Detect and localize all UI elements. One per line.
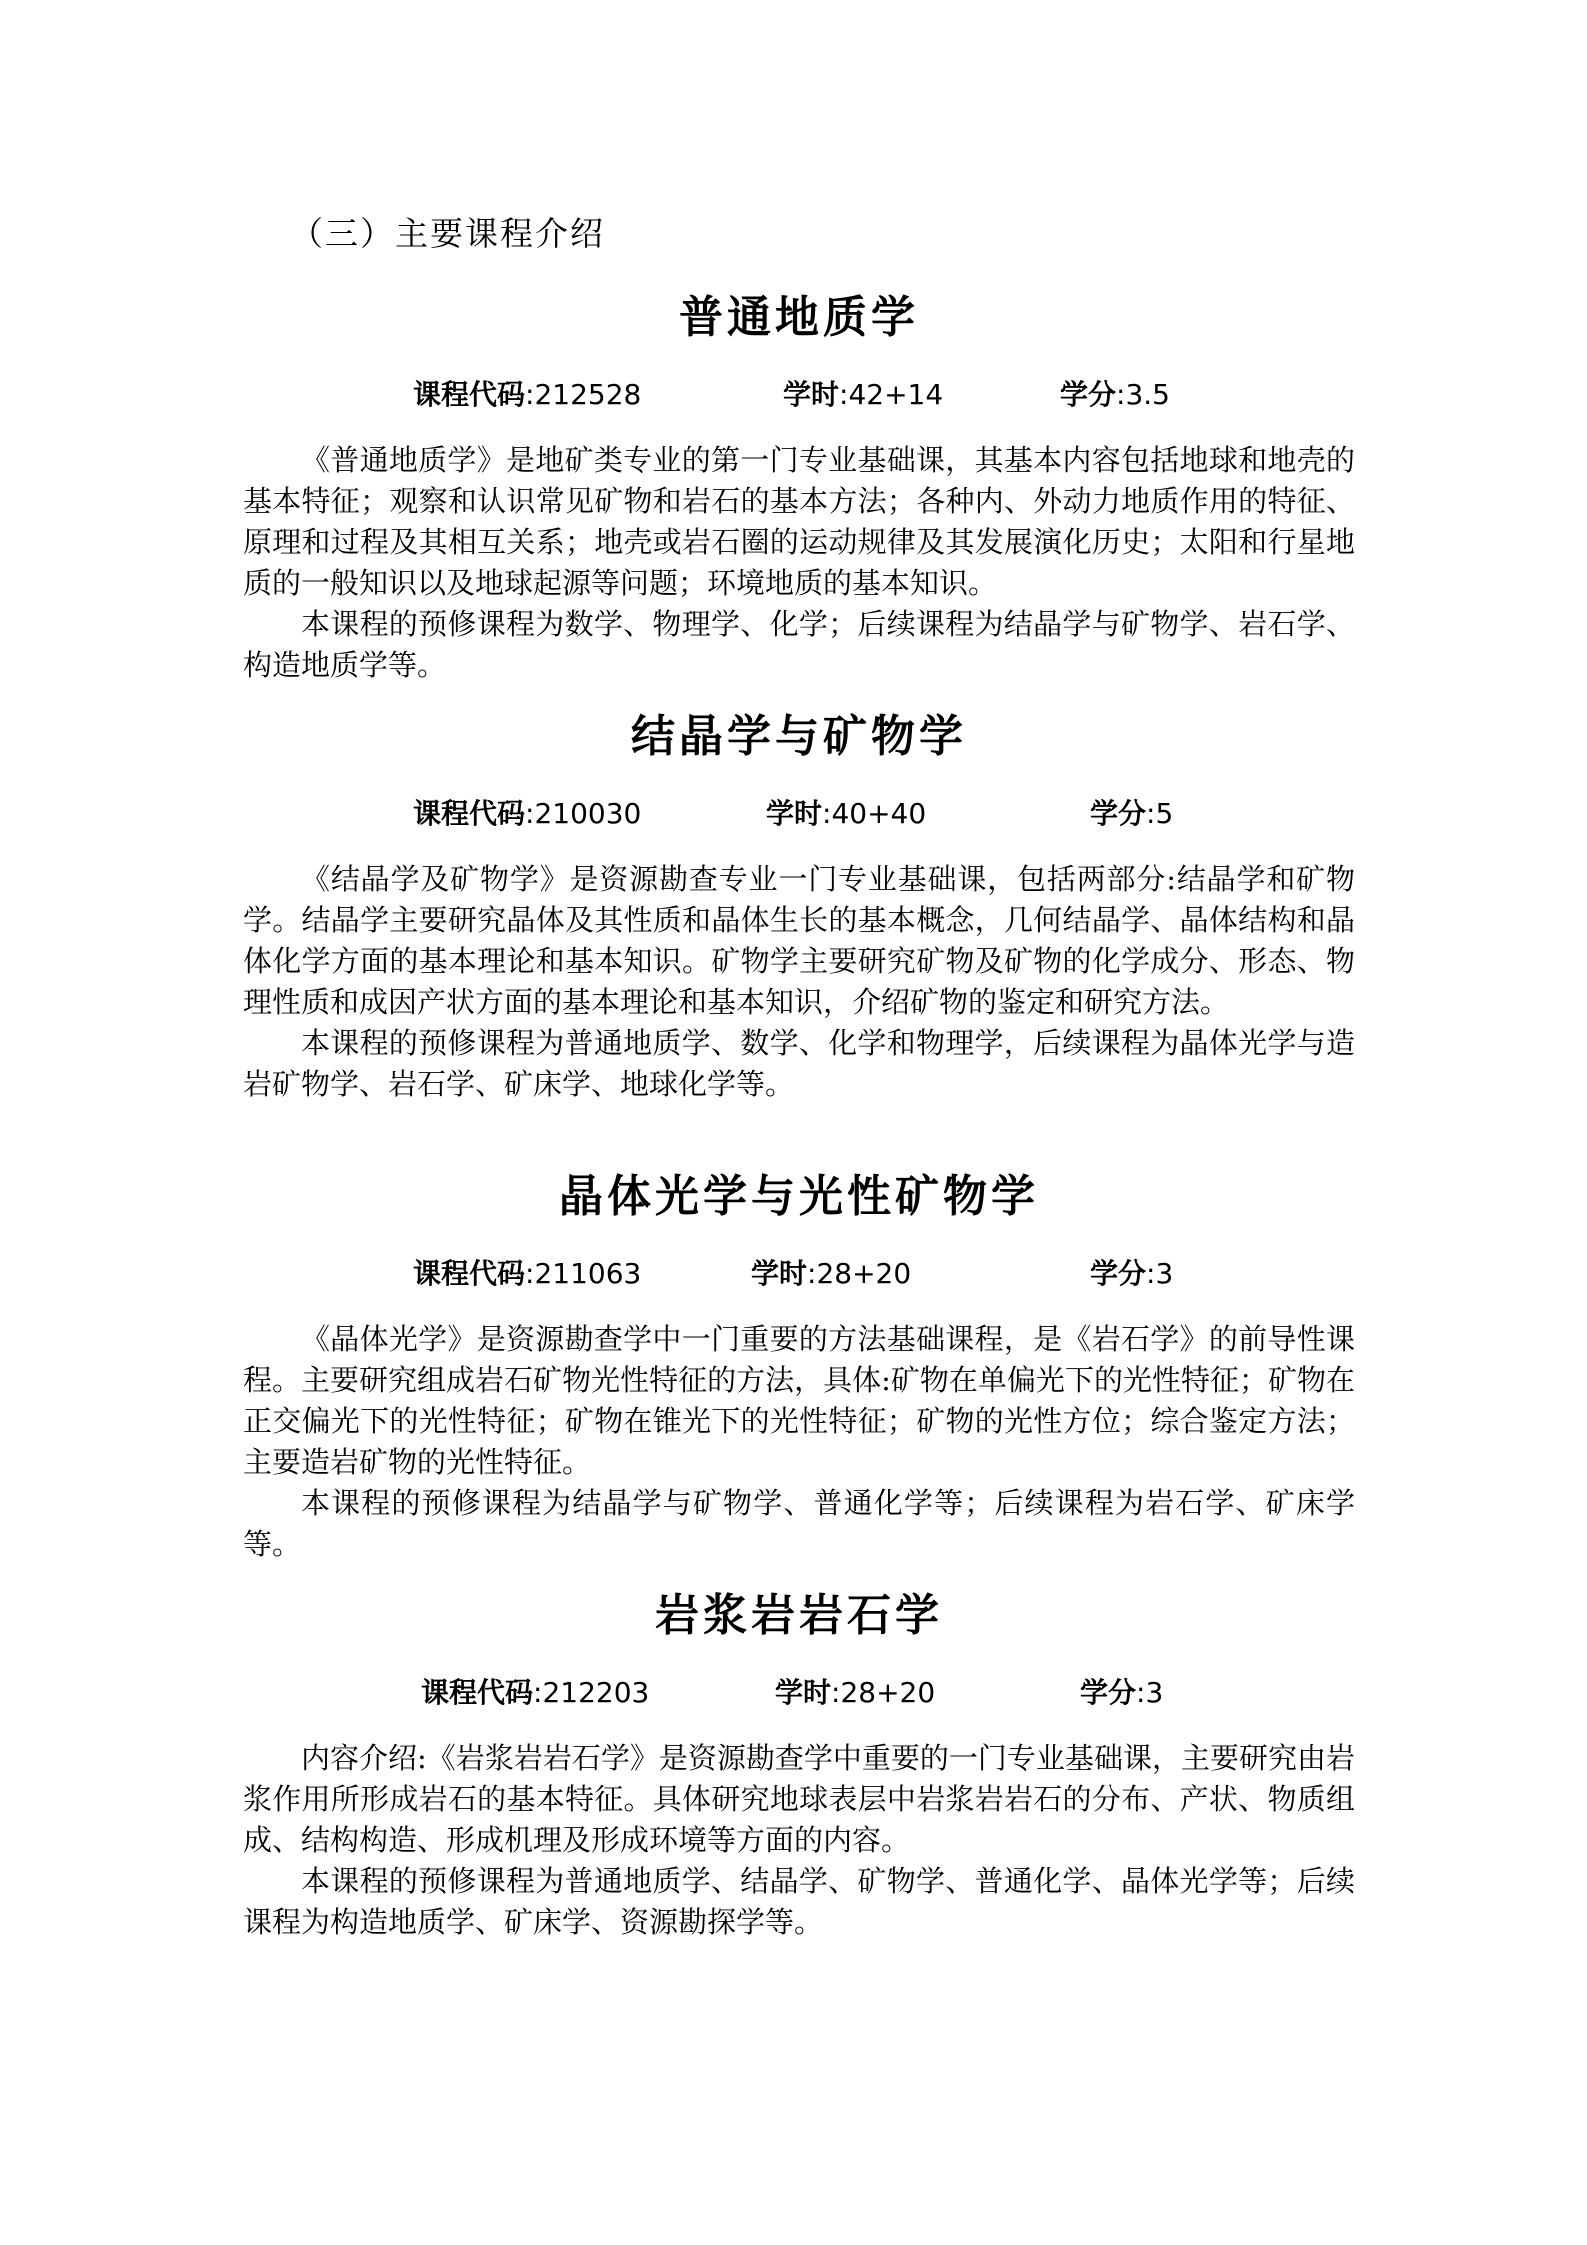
- course-card: [243, 705, 1355, 1105]
- course-credits-value: 3: [1155, 1257, 1174, 1290]
- course-code: 课程代码:211063: [413, 1257, 642, 1290]
- course-code-value: 211063: [534, 1257, 642, 1290]
- course-hours-label: 学时: [766, 797, 823, 830]
- course-credits: 学分:3.5: [1060, 378, 1170, 411]
- course-hours: 学时:40+40: [766, 797, 927, 830]
- course-hours-value: 42+14: [848, 378, 944, 411]
- course-credits: 学分:5: [1090, 797, 1174, 830]
- course-code-label: 课程代码: [413, 1257, 526, 1290]
- course-meta: [243, 791, 1355, 837]
- course-card: [243, 1165, 1355, 1565]
- course-hours: 学时:28+20: [751, 1257, 912, 1290]
- course-code-label: 课程代码: [421, 1676, 534, 1709]
- course-hours-label: 学时: [751, 1257, 808, 1290]
- course-description: 《结晶学及矿物学》是资源勘查专业一门专业基础课，包括两部分:结晶学和矿物学。结晶学主要研究晶体及其性质和晶体生长的基本概念，几何结晶学、晶体结构和晶体化学方面的基本理论和基本知识。矿物学主要研究矿物及矿物的化学成分、形态、物理性质和成因产状方面的基本理论和基本知识，介绍矿物的鉴定和研究方法。: [243, 862, 1355, 1019]
- course-meta: [243, 1670, 1355, 1716]
- course-prerequisites: 本课程的预修课程为普通地质学、结晶学、矿物学、普通化学、晶体光学等；后续课程为构造地质学、矿床学、资源勘探学等。: [243, 1864, 1355, 1939]
- course-credits: 学分:3: [1080, 1676, 1164, 1709]
- course-card: [243, 286, 1355, 686]
- course-title: 晶体光学与光性矿物学: [559, 1171, 1039, 1222]
- course-prerequisites: 本课程的预修课程为结晶学与矿物学、普通化学等；后续课程为岩石学、矿床学等。: [243, 1486, 1355, 1561]
- course-meta: [243, 372, 1355, 418]
- course-code-value: 210030: [534, 797, 642, 830]
- course-prerequisites: 本课程的预修课程为数学、物理学、化学；后续课程为结晶学与矿物学、岩石学、构造地质学等。: [243, 607, 1355, 682]
- course-credits-label: 学分: [1090, 1257, 1147, 1290]
- course-code-label: 课程代码: [413, 797, 526, 830]
- course-title: 普通地质学: [679, 292, 919, 343]
- course-title: 岩浆岩岩石学: [655, 1590, 943, 1641]
- course-description: 《普通地质学》是地矿类专业的第一门专业基础课，其基本内容包括地球和地壳的基本特征；观察和认识常见矿物和岩石的基本方法；各种内、外动力地质作用的特征、原理和过程及其相互关系；地壳或岩石圈的运动规律及其发展演化历史；太阳和行星地质的一般知识以及地球起源等问题；环境地质的基本知识。: [243, 443, 1355, 600]
- course-hours-value: 28+20: [840, 1676, 936, 1709]
- course-hours: 学时:42+14: [783, 378, 944, 411]
- course-description: 内容介绍:《岩浆岩岩石学》是资源勘查学中重要的一门专业基础课，主要研究由岩浆作用所形成岩石的基本特征。具体研究地球表层中岩浆岩岩石的分布、产状、物质组成、结构构造、形成机理及形成环境等方面的内容。: [243, 1741, 1355, 1857]
- course-hours-value: 40+40: [831, 797, 927, 830]
- course-meta: [243, 1251, 1355, 1297]
- course-code: 课程代码:212528: [413, 378, 642, 411]
- course-credits: 学分:3: [1090, 1257, 1174, 1290]
- course-credits-label: 学分: [1060, 378, 1117, 411]
- course-credits-value: 3: [1145, 1676, 1164, 1709]
- course-code-value: 212528: [534, 378, 642, 411]
- course-prerequisites: 本课程的预修课程为普通地质学、数学、化学和物理学，后续课程为晶体光学与造岩矿物学、岩石学、矿床学、地球化学等。: [243, 1026, 1355, 1101]
- course-hours-value: 28+20: [816, 1257, 912, 1290]
- course-credits-value: 5: [1155, 797, 1174, 830]
- course-code: 课程代码:210030: [413, 797, 642, 830]
- course-code-value: 212203: [542, 1676, 650, 1709]
- section-heading: （三）主要课程介绍: [290, 214, 605, 253]
- course-credits-label: 学分: [1080, 1676, 1137, 1709]
- course-hours-label: 学时: [775, 1676, 832, 1709]
- course-credits-value: 3.5: [1125, 378, 1170, 411]
- course-hours: 学时:28+20: [775, 1676, 936, 1709]
- course-hours-label: 学时: [783, 378, 840, 411]
- course-title: 结晶学与矿物学: [631, 711, 967, 762]
- course-credits-label: 学分: [1090, 797, 1147, 830]
- course-description: 《晶体光学》是资源勘查学中一门重要的方法基础课程，是《岩石学》的前导性课程。主要研究组成岩石矿物光性特征的方法，具体:矿物在单偏光下的光性特征；矿物在正交偏光下的光性特征；矿物在锥光下的光性特征；矿物的光性方位；综合鉴定方法；主要造岩矿物的光性特征。: [243, 1322, 1355, 1479]
- course-card: [243, 1584, 1355, 1943]
- course-code: 课程代码:212203: [421, 1676, 650, 1709]
- course-code-label: 课程代码: [413, 378, 526, 411]
